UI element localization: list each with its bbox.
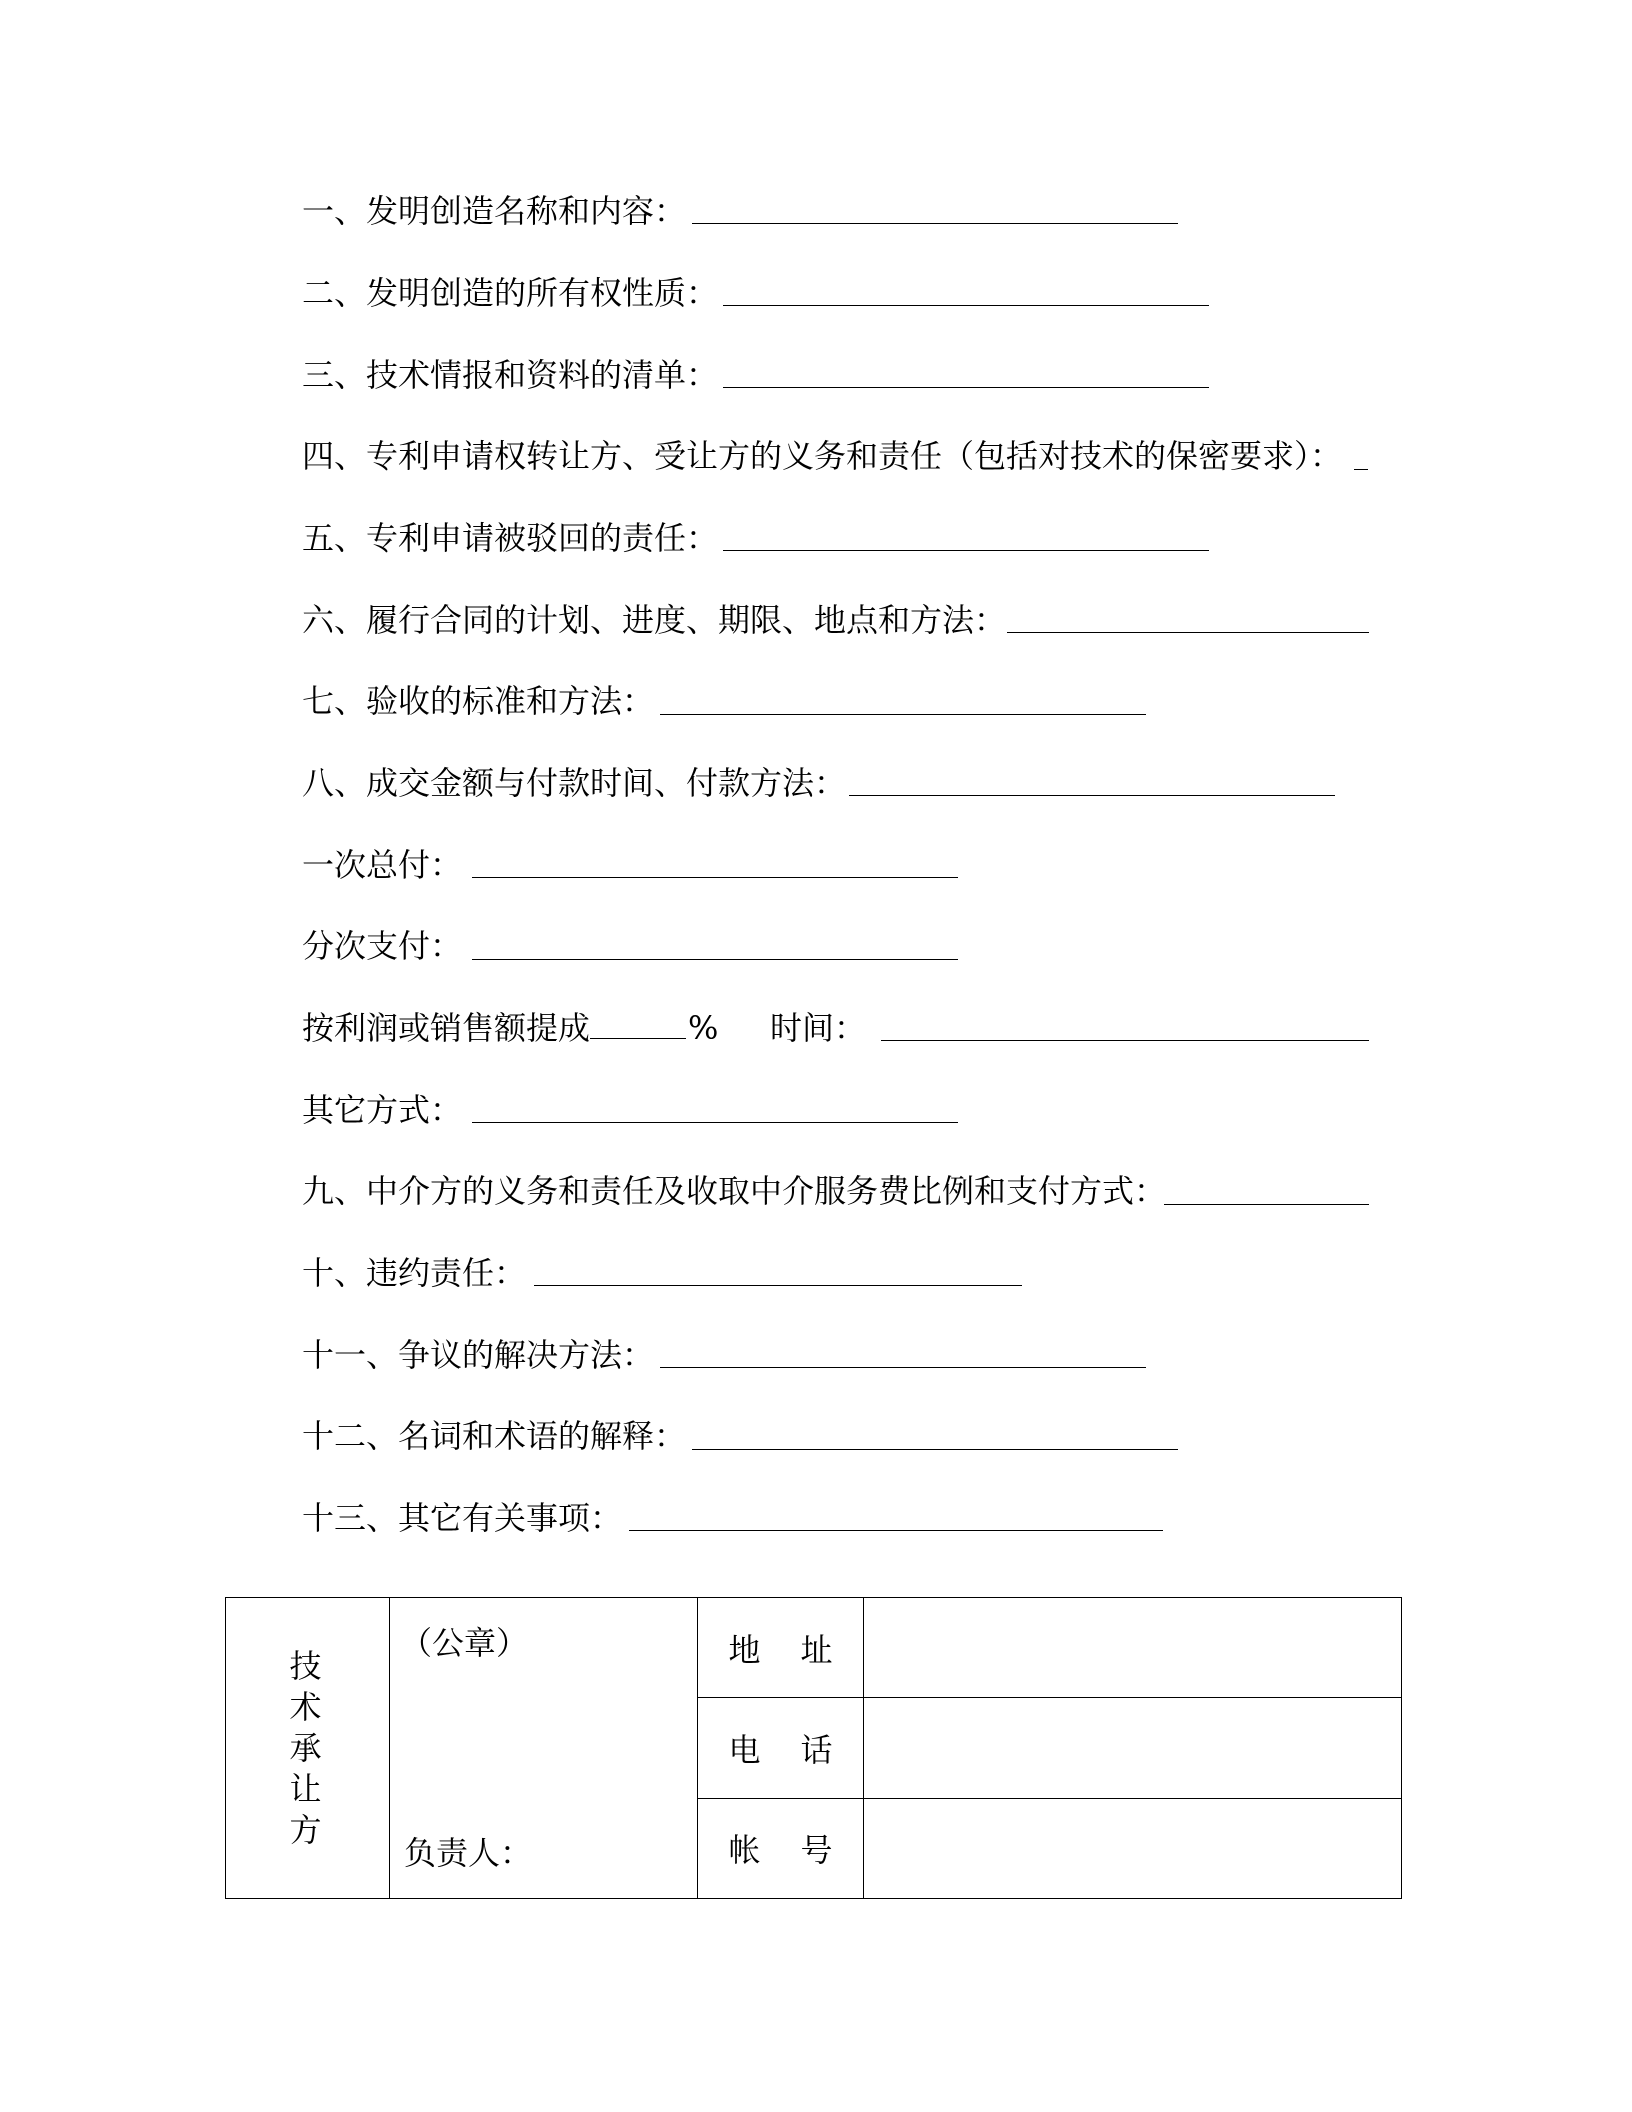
clause-4 <box>302 431 1342 481</box>
clause-11-label: 十一、争议的解决方法： <box>302 1336 655 1374</box>
address-label-cell <box>698 1598 864 1698</box>
clause-8-label: 八、成交金额与付款时间、付款方法： <box>302 764 847 802</box>
account-field[interactable] <box>864 1798 1402 1898</box>
clause-7-label: 七、验收的标准和方法： <box>302 682 655 720</box>
clause-9 <box>302 1166 1166 1216</box>
clause-2 <box>302 268 718 318</box>
other-method-line <box>302 1085 462 1135</box>
clause-7 <box>302 676 654 726</box>
lump-sum-blank[interactable] <box>472 877 958 878</box>
installment-blank[interactable] <box>472 959 958 960</box>
clause-2-blank[interactable] <box>723 305 1209 306</box>
account-label-cell <box>698 1798 864 1898</box>
installment-line <box>302 921 462 971</box>
clause-6-label: 六、履行合同的计划、进度、期限、地点和方法： <box>302 601 1007 639</box>
royalty-time <box>770 1003 866 1053</box>
clause-2-label: 二、发明创造的所有权性质： <box>302 274 719 312</box>
party-cell <box>226 1598 390 1899</box>
clause-10-label: 十、违约责任： <box>302 1254 527 1292</box>
clause-7-blank[interactable] <box>660 714 1146 715</box>
party-label: 技术承让方 <box>289 1646 322 1849</box>
clause-4-blank[interactable] <box>1354 469 1368 470</box>
clause-1-blank[interactable] <box>692 223 1178 224</box>
clause-3-blank[interactable] <box>723 387 1209 388</box>
seal-label: （公章） <box>400 1624 529 1662</box>
clause-12-label: 十二、名词和术语的解释： <box>302 1417 687 1455</box>
clause-4-label: 四、专利申请权转让方、受让方的义务和责任（包括对技术的保密要求）： <box>302 437 1343 475</box>
signature-table <box>225 1597 1402 1899</box>
address-label-char-2: 址 <box>800 1630 833 1669</box>
account-label-char-1: 帐 <box>728 1831 761 1870</box>
clause-8-blank[interactable] <box>849 795 1335 796</box>
phone-label-char-2: 话 <box>800 1730 833 1769</box>
person-in-charge-label: 负责人： <box>404 1834 533 1872</box>
clause-13 <box>302 1493 622 1543</box>
clause-13-label: 十三、其它有关事项： <box>302 1499 623 1537</box>
royalty-label: 按利润或销售额提成 <box>302 1009 591 1047</box>
lump-sum-line <box>302 840 462 890</box>
royalty-line <box>302 1003 718 1053</box>
clause-5-label: 五、专利申请被驳回的责任： <box>302 519 719 557</box>
royalty-time-blank[interactable] <box>881 1040 1369 1041</box>
clause-9-label: 九、中介方的义务和责任及收取中介服务费比例和支付方式： <box>302 1172 1167 1210</box>
clause-13-blank[interactable] <box>629 1530 1163 1531</box>
clause-3 <box>302 350 718 400</box>
phone-label-cell <box>698 1698 864 1798</box>
clause-6-blank[interactable] <box>1007 632 1369 633</box>
clause-3-label: 三、技术情报和资料的清单： <box>302 356 719 394</box>
other-method-label: 其它方式： <box>302 1091 463 1129</box>
seal-cell[interactable] <box>390 1598 698 1899</box>
royalty-time-label: 时间： <box>770 1009 867 1047</box>
clause-11-blank[interactable] <box>660 1367 1146 1368</box>
clause-8 <box>302 758 846 808</box>
royalty-percent-blank[interactable] <box>590 1008 686 1039</box>
percent-sign: % <box>688 1009 719 1047</box>
phone-field[interactable] <box>864 1698 1402 1798</box>
lump-sum-label: 一次总付： <box>302 846 463 884</box>
account-label-char-2: 号 <box>800 1831 833 1870</box>
address-field[interactable] <box>864 1598 1402 1698</box>
clause-11 <box>302 1330 654 1380</box>
clause-5-blank[interactable] <box>723 550 1209 551</box>
clause-10-blank[interactable] <box>534 1285 1022 1286</box>
clause-12 <box>302 1411 686 1461</box>
phone-label-char-1: 电 <box>728 1730 761 1769</box>
installment-label: 分次支付： <box>302 927 463 965</box>
other-method-blank[interactable] <box>472 1122 958 1123</box>
address-label-char-1: 地 <box>728 1630 761 1669</box>
clause-1-label: 一、发明创造名称和内容： <box>302 192 687 230</box>
clause-5 <box>302 513 718 563</box>
clause-10 <box>302 1248 526 1298</box>
clause-9-blank[interactable] <box>1164 1204 1369 1205</box>
clause-1 <box>302 186 686 236</box>
clause-12-blank[interactable] <box>692 1449 1178 1450</box>
clause-6 <box>302 595 1006 645</box>
